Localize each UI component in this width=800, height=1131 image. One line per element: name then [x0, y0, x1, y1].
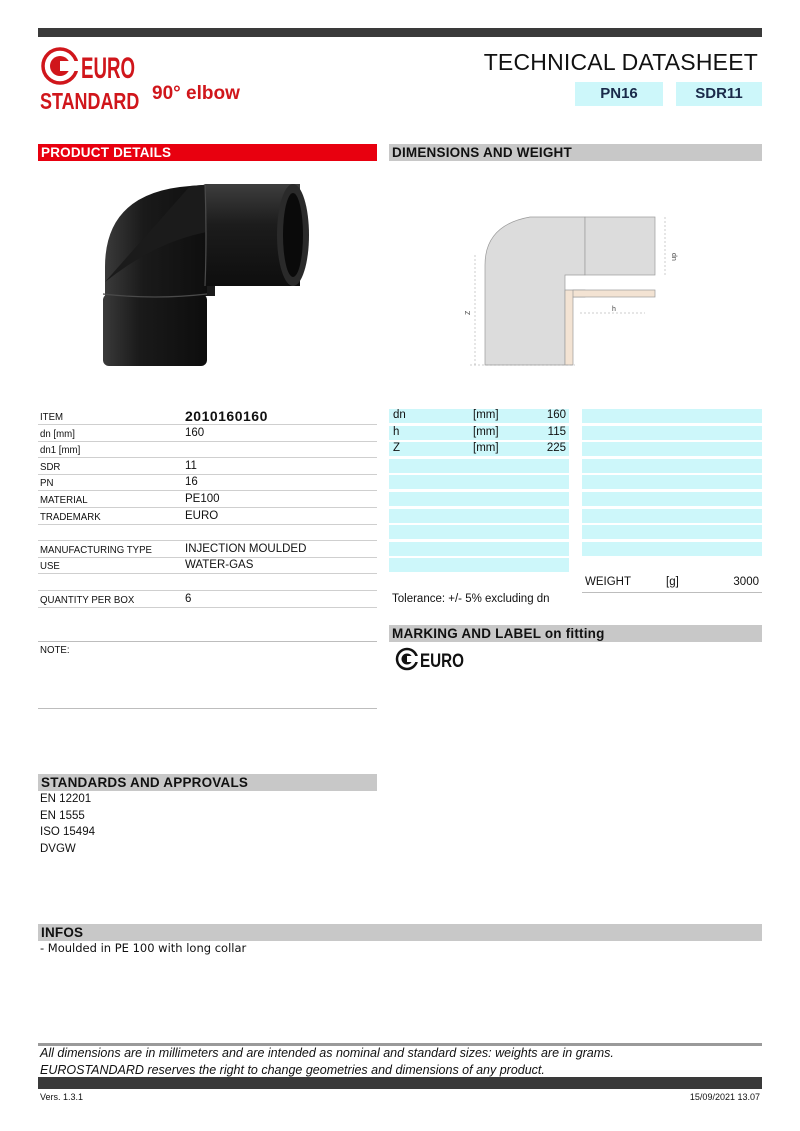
dimension-row — [389, 409, 569, 423]
dimension-unit: [mm] — [473, 425, 499, 438]
note-top-line — [38, 641, 377, 642]
version-text: Vers. 1.3.1 — [40, 1092, 84, 1102]
dimension-cell — [389, 558, 569, 572]
standard-item: EN 1555 — [40, 810, 85, 822]
product-detail-label: QUANTITY PER BOX — [40, 593, 135, 606]
product-detail-row — [38, 575, 377, 591]
brand-standard: STANDARD — [40, 88, 140, 114]
dimension-cell — [582, 492, 762, 506]
product-detail-value: 6 — [185, 592, 192, 605]
dimension-name: h — [393, 425, 400, 438]
product-detail-value: 2010160160 — [185, 408, 268, 424]
dimension-unit: [mm] — [473, 409, 499, 421]
product-detail-row — [38, 525, 377, 541]
note-label: NOTE: — [40, 644, 70, 656]
weight-label: WEIGHT — [585, 576, 631, 588]
product-detail-row — [38, 592, 377, 608]
dimension-cell — [582, 459, 762, 473]
marking-logo-text: EURO — [420, 651, 464, 672]
section-dimensions-weight: DIMENSIONS AND WEIGHT — [389, 144, 762, 161]
section-product-details: PRODUCT DETAILS — [38, 144, 377, 161]
weight-row-line — [582, 592, 762, 593]
date-text: 15/09/2021 13.07 — [689, 1092, 760, 1102]
dimension-drawing — [460, 195, 700, 375]
product-detail-label: dn1 [mm] — [40, 444, 81, 457]
dimension-cell — [389, 492, 569, 506]
drawing-label-dn: dn — [670, 253, 677, 261]
dimension-cell — [389, 475, 569, 489]
infos-text: - Moulded in PE 100 with long collar — [40, 941, 247, 955]
product-detail-value: EURO — [185, 509, 219, 522]
product-detail-label: dn [mm] — [40, 427, 75, 440]
dimension-value: 115 — [547, 425, 566, 438]
disclaimer-line-2: EUROSTANDARD reserves the right to change geometries and dimensions of any product. — [40, 1063, 545, 1077]
section-standards: STANDARDS AND APPROVALS — [38, 774, 377, 791]
dimension-cell — [582, 409, 762, 423]
dimension-cell — [582, 442, 762, 456]
product-detail-row — [38, 409, 377, 425]
product-detail-value: INJECTION MOULDED — [185, 542, 307, 555]
dimension-cell — [582, 475, 762, 489]
product-detail-label: USE — [40, 560, 60, 573]
product-detail-row — [38, 558, 377, 574]
dimension-value: 160 — [546, 409, 566, 421]
dimension-cell — [582, 525, 762, 539]
dimension-cell — [389, 525, 569, 539]
dimension-cell — [582, 542, 762, 556]
brand-top-text: EURO — [81, 52, 135, 85]
dimension-name: dn — [393, 409, 406, 421]
drawing-label-z: Z — [465, 310, 472, 315]
dimension-cell — [389, 459, 569, 473]
weight-value: 3000 — [733, 576, 759, 588]
dimension-row — [389, 426, 569, 440]
note-bottom-line — [38, 708, 377, 709]
dimension-cell — [582, 558, 762, 572]
product-detail-value: 11 — [185, 459, 197, 472]
product-detail-label: TRADEMARK — [40, 510, 101, 523]
bottom-bar — [38, 1077, 762, 1089]
dimension-cell — [389, 509, 569, 523]
tag-pn: PN16 — [575, 82, 663, 106]
tag-sdr: SDR11 — [676, 82, 762, 106]
dimension-row — [389, 442, 569, 456]
product-detail-row — [38, 492, 377, 508]
product-photo — [95, 172, 325, 372]
weight-row — [582, 576, 762, 592]
product-detail-value: WATER-GAS — [185, 559, 254, 572]
dimension-value: 225 — [546, 442, 566, 455]
standard-item: DVGW — [40, 843, 76, 855]
dimension-cell — [582, 426, 762, 440]
product-detail-label: ITEM — [40, 411, 64, 423]
weight-unit: [g] — [666, 576, 679, 588]
marking-euro-logo — [395, 647, 467, 671]
section-marking: MARKING AND LABEL on fitting — [389, 625, 762, 642]
product-detail-value: PE100 — [185, 493, 220, 505]
drawing-label-h: h — [612, 306, 616, 313]
product-detail-row — [38, 459, 377, 475]
product-name: 90° elbow — [152, 83, 240, 104]
document-title: TECHNICAL DATASHEET — [483, 49, 758, 75]
product-detail-label: PN — [40, 477, 54, 490]
product-detail-row — [38, 426, 377, 442]
product-detail-label: MATERIAL — [40, 494, 88, 506]
product-detail-row — [38, 442, 377, 458]
section-infos: INFOS — [38, 924, 762, 941]
dimension-cell — [389, 542, 569, 556]
product-detail-value: 160 — [185, 426, 205, 439]
disclaimer-line-1: All dimensions are in millimeters and are intended as nominal and standard sizes: weights are in grams. — [40, 1046, 614, 1060]
standard-item: EN 12201 — [40, 793, 92, 805]
top-bar — [38, 28, 762, 37]
standard-item: ISO 15494 — [40, 826, 95, 838]
product-detail-label: MANUFACTURING TYPE — [40, 543, 152, 556]
euro-logo — [40, 46, 136, 86]
dimension-cell — [582, 509, 762, 523]
tolerance-text: Tolerance: +/- 5% excluding dn — [392, 593, 550, 605]
product-detail-label: SDR — [40, 460, 61, 473]
product-detail-row — [38, 509, 377, 525]
product-detail-value: 16 — [185, 476, 198, 489]
dimension-name: Z — [393, 442, 401, 455]
dimension-unit: [mm] — [473, 442, 499, 455]
product-detail-row — [38, 475, 377, 491]
product-detail-row — [38, 542, 377, 558]
